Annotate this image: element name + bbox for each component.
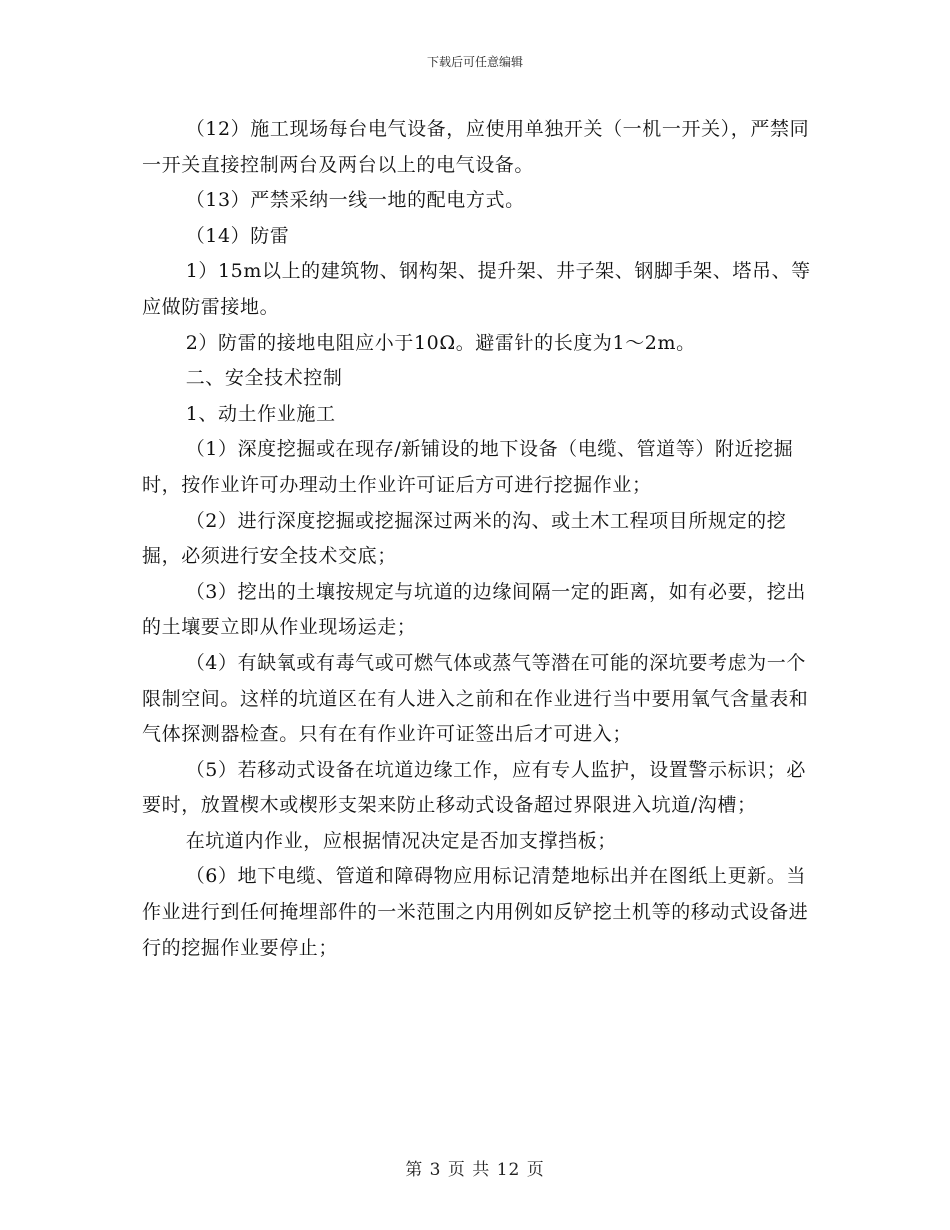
paragraph-earthwork-1: （1）深度挖掘或在现存/新铺设的地下设备（电缆、管道等）附近挖掘时，按作业许可办理动土作业许可证后方可进行挖掘作业； [142, 438, 794, 496]
page-header-note: 下载后可任意编辑 [426, 55, 523, 69]
paragraph-earthwork-4: （4）有缺氧或有毒气或可燃气体或蒸气等潜在可能的深坑要考虑为一个限制空间。这样的坑道区在有人进入之前和在作业进行当中要用氧气含量表和气体探测器检查。只有在有作业许可证签出后才可进入； [142, 651, 809, 746]
paragraph-item-14: （14）防雷 [185, 224, 290, 247]
paragraph-item-12: （12）施工现场每台电气设备，应使用单独开关（一机一开关），严禁同一开关直接控制两台及两台以上的电气设备。 [142, 118, 810, 176]
paragraph-earthwork-2: （2）进行深度挖掘或挖掘深过两米的沟、或土木工程项目所规定的挖掘，必须进行安全技术交底； [142, 509, 787, 568]
document-body [142, 112, 822, 966]
paragraph-trench-support: 在坑道内作业，应根据情况决定是否加支撑挡板； [185, 829, 617, 852]
page-number-footer: 第 3 页 共 12 页 [405, 1160, 545, 1180]
paragraph-item-13: （13）严禁采纳一线一地的配电方式。 [185, 189, 525, 212]
paragraph-lightning-2: 2）防雷的接地电阻应小于10Ω。避雷针的长度为1～2m。 [185, 331, 696, 354]
section-heading-safety-control: 二、安全技术控制 [185, 367, 343, 390]
paragraph-earthwork-6: （6）地下电缆、管道和障碍物应用标记清楚地标出并在图纸上更新。当作业进行到任何掩埋部件的一米范围之内用例如反铲挖土机等的移动式设备进行的挖掘作业要停止； [142, 865, 809, 959]
paragraph-earthwork-5: （5）若移动式设备在坑道边缘工作，应有专人监护，设置警示标识；必要时，放置楔木或楔形支架来防止移动式设备超过界限进入坑道/沟槽； [142, 758, 806, 817]
paragraph-lightning-1: 1）15m以上的建筑物、钢构架、提升架、井子架、钢脚手架、塔吊、等应做防雷接地。 [142, 260, 811, 318]
subsection-heading-earthwork: 1、动土作业施工 [185, 402, 336, 425]
paragraph-earthwork-3: （3）挖出的土壤按规定与坑道的边缘间隔一定的距离，如有必要，挖出的土壤要立即从作业现场运走； [142, 580, 806, 639]
